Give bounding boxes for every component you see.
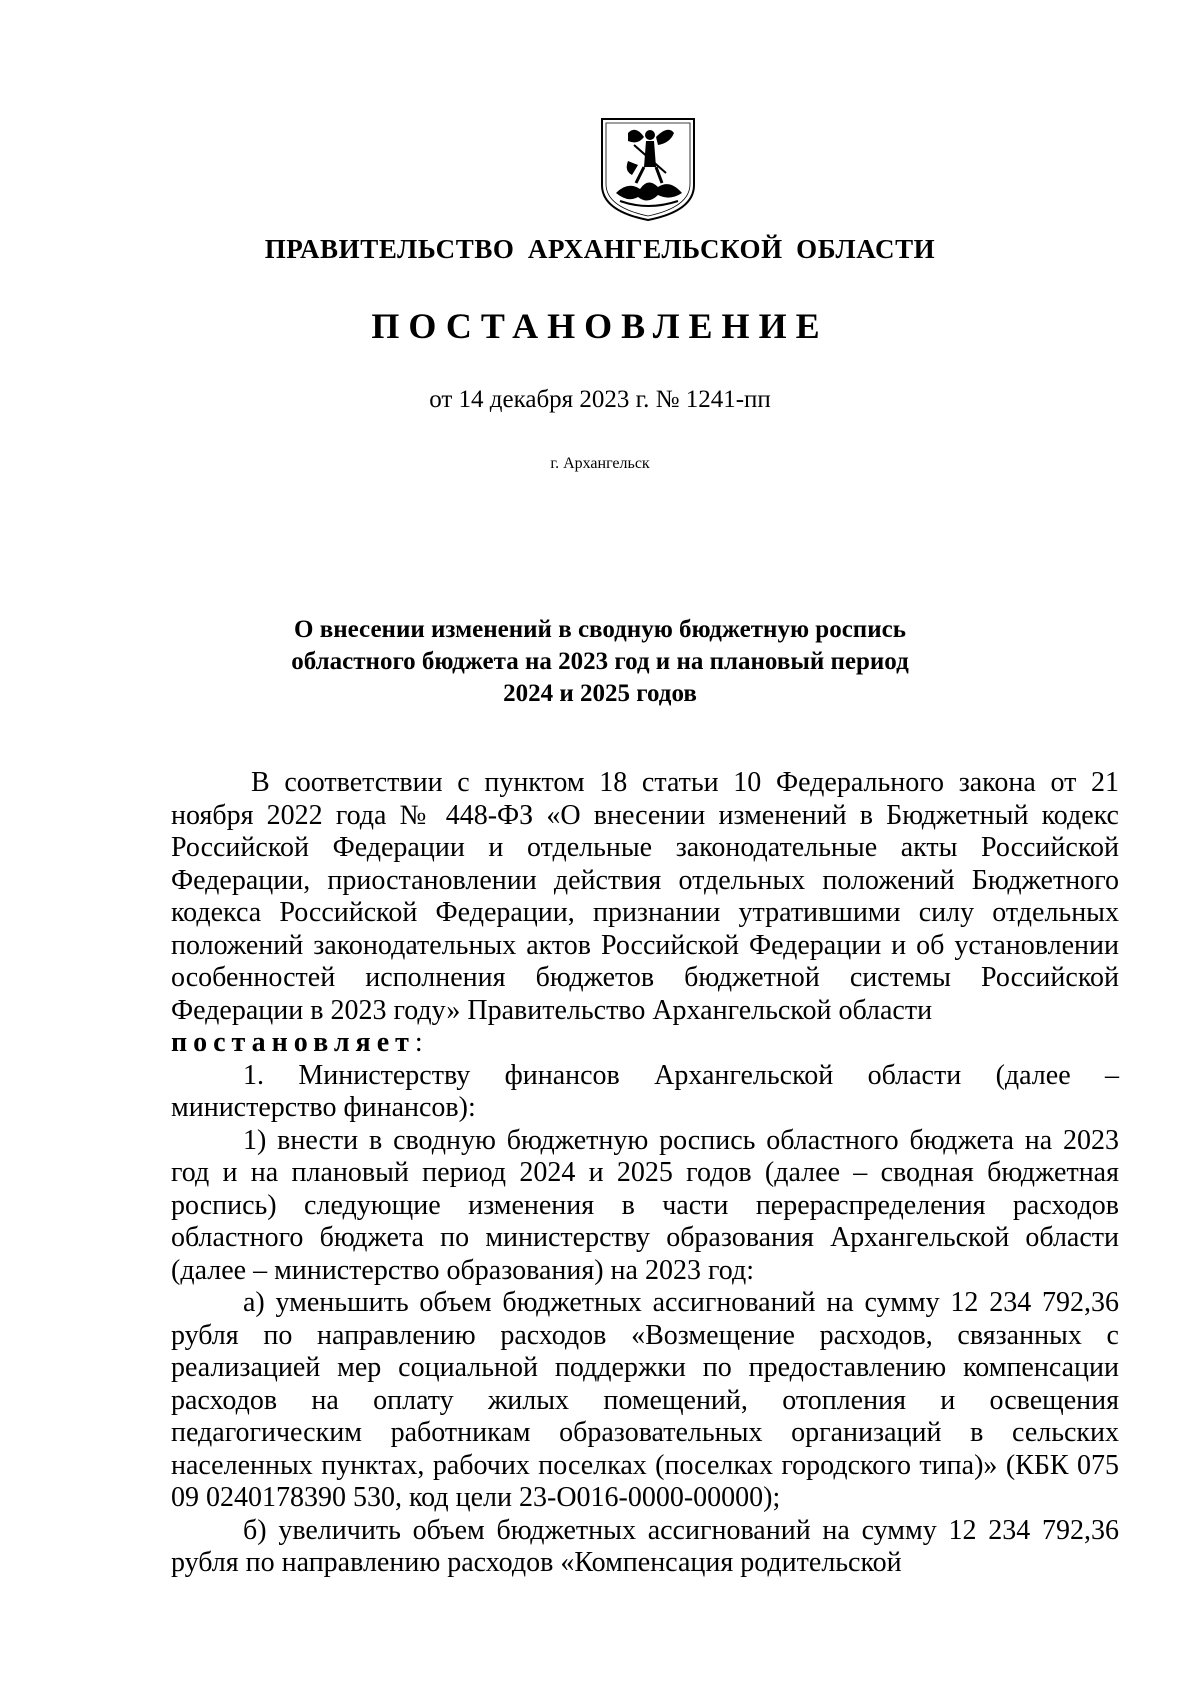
resolves-colon: : <box>414 1027 423 1058</box>
government-name: ПРАВИТЕЛЬСТВО АРХАНГЕЛЬСКОЙ ОБЛАСТИ <box>264 234 936 264</box>
title-line: О внесении изменений в сводную бюджетную роспись <box>294 616 906 643</box>
coat-of-arms-icon <box>598 115 698 223</box>
item-1-1-paragraph: 1) внести в сводную бюджетную роспись областного бюджета на 2023 год и на плановый период 2024 и 2025 годов (далее – сводная бюджетная роспись) следующие изменения в части перераспределения расходов областного бюджета по министерству образования Архангельской области (далее – министерство образования) на 2023 год: <box>171 1124 1119 1286</box>
document-type: ПОСТАНОВЛЕНИЕ <box>371 306 829 346</box>
document-date-number: от 14 декабря 2023 г. № 1241-пп <box>429 386 771 413</box>
document-title <box>0 614 1200 710</box>
resolves-paragraph <box>171 1027 1119 1060</box>
preamble-paragraph: В соответствии с пунктом 18 статьи 10 Федерального закона от 21 ноября 2022 года № 448-ФЗ «О внесении изменений в Бюджетный кодекс Российской Федерации и отдельные законодательные акты Российской Федерации, приостановлении действия отдельных положений Бюджетного кодекса Российской Федерации, признании утратившими силу отдельных положений законодательных актов Российской Федерации и об установлении особенностей исполнения бюджетов бюджетной системы Российской Федерации в 2023 году» Правительство Архангельской области <box>171 767 1119 1026</box>
title-line: 2024 и 2025 годов <box>503 680 697 707</box>
item-1-paragraph: 1. Министерству финансов Архангельской области (далее – министерство финансов): <box>171 1059 1119 1123</box>
document-city: г. Архангельск <box>550 455 650 472</box>
resolves-word: постановляет <box>171 1027 415 1058</box>
document-body <box>171 767 1119 1580</box>
title-line: областного бюджета на 2023 год и на плановый период <box>291 648 909 675</box>
item-a-paragraph: а) уменьшить объем бюджетных ассигнований на сумму 12 234 792,36 рубля по направлению расходов «Возмещение расходов, связанных с реализацией мер социальной поддержки по предоставлению компенсации расходов на оплату жилых помещений, отопления и освещения педагогическим работникам образовательных организаций в сельских населенных пунктах, рабочих поселках (поселках городского типа)» (КБК 075 09 0240178390 530, код цели 23-О016-0000-00000); <box>171 1287 1119 1513</box>
item-b-paragraph: б) увеличить объем бюджетных ассигнований на сумму 12 234 792,36 рубля по направлению расходов «Компенсация родительской <box>171 1514 1119 1578</box>
